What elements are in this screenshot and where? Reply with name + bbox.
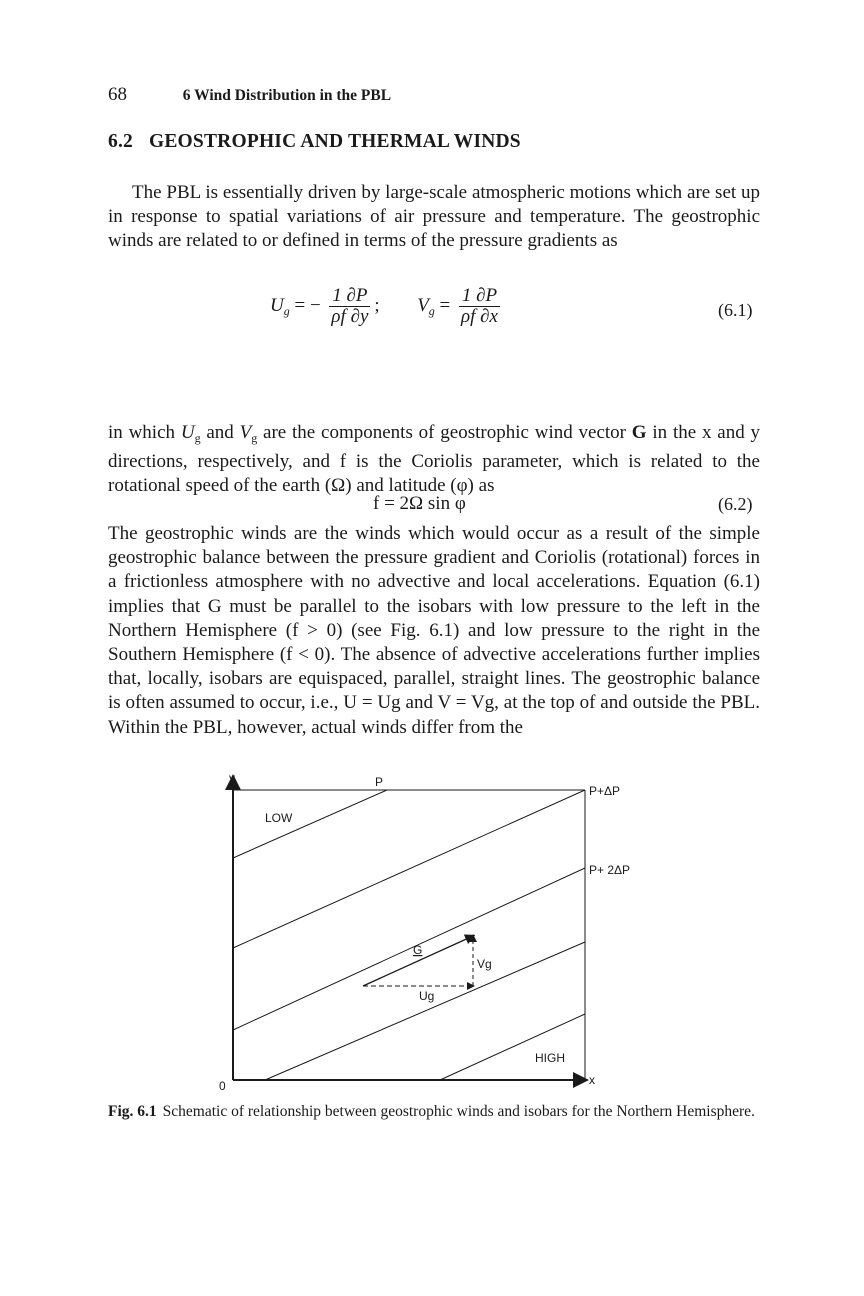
page-number: 68 <box>108 84 127 105</box>
isobar-label-p: P <box>375 775 384 789</box>
isobar-1 <box>233 790 387 858</box>
fraction-vg: $\frac{1 \partial P}{\rho f \partial x}$ <box>461 285 498 327</box>
isobar-label-p-2dp: P+ 2ΔP <box>589 863 631 877</box>
caption-label: Fig. 6.1 <box>108 1103 157 1120</box>
isobar-diagram <box>215 768 655 1098</box>
paragraph-geostrophic-balance: The geostrophic winds are the winds which would occur as a result of the simple geostrophic balance between the pressure gradient and Coriolis (rotational) forces in a frictionless atmosphere with no advective and local accelerations. Equation (6.1) implies that G must be parallel to the isobars with low pressure to the left in the Northern Hemisphere (f > 0) (see Fig. 6.1) and low pressure to the right in the Southern Hemisphere (f < 0). The absence of advective accelerations further implies that, locally, isobars are equispaced, parallel, straight lines. The geostrophic balance is often assumed to occur, i.e., U = Ug and V = Vg, at the top of and outside the PBL. Within the PBL, however, actual winds differ from the <box>108 523 760 738</box>
low-label: LOW <box>265 811 293 825</box>
y-axis-label: y <box>229 771 235 785</box>
equation-number-6-1: (6.1) <box>718 300 753 320</box>
fraction-ug: $\frac{1 \partial P}{\rho f \partial y}$ <box>331 285 369 327</box>
figure-caption <box>108 1101 760 1122</box>
running-head <box>108 84 391 106</box>
x-axis-label: x <box>589 1073 595 1087</box>
origin-label: 0 <box>219 1079 226 1093</box>
isobar-label-p-dp: P+ΔP <box>589 784 621 798</box>
equation-6-2: f = 2Ω sin φ <box>373 493 466 514</box>
section-number: 6.2 <box>108 131 133 152</box>
equation-number-6-2: (6.2) <box>718 494 753 514</box>
vector-vg-label: Vg <box>477 957 492 971</box>
high-label: HIGH <box>535 1051 565 1065</box>
isobar-3 <box>233 868 585 1030</box>
equation-6-1: $U_g$ = − $\frac{1 \partial P}{\rho f \partial y}$ ; $V_g$ = $\frac{1 \partial P}{\rho f \partial x}$ <box>270 285 498 327</box>
caption-text: Schematic of relationship between geostrophic winds and isobars for the Northern Hemisphere. <box>162 1103 755 1120</box>
paragraph-components: in which $U_g$ and $V_g$ are the components of geostrophic wind vector G in the x and y directions, respectively, and f is the Coriolis parameter, which is related to the rotational speed of the earth (Ω) and latitude (φ) as <box>108 422 761 497</box>
section-heading <box>108 131 521 153</box>
section-title: GEOSTROPHIC AND THERMAL WINDS <box>148 131 521 152</box>
isobar-5 <box>440 1014 585 1080</box>
chapter-title: 6 Wind Distribution in the PBL <box>182 87 392 104</box>
figure-6-1 <box>215 768 655 1098</box>
paragraph-intro: The PBL is essentially driven by large-scale atmospheric motions which are set up in response to spatial variations of air pressure and temperature. The geostrophic winds are related to or defined in terms of the pressure gradients as <box>108 182 760 252</box>
vector-g-label: G <box>413 943 423 957</box>
vector-ug-label: Ug <box>419 989 435 1003</box>
